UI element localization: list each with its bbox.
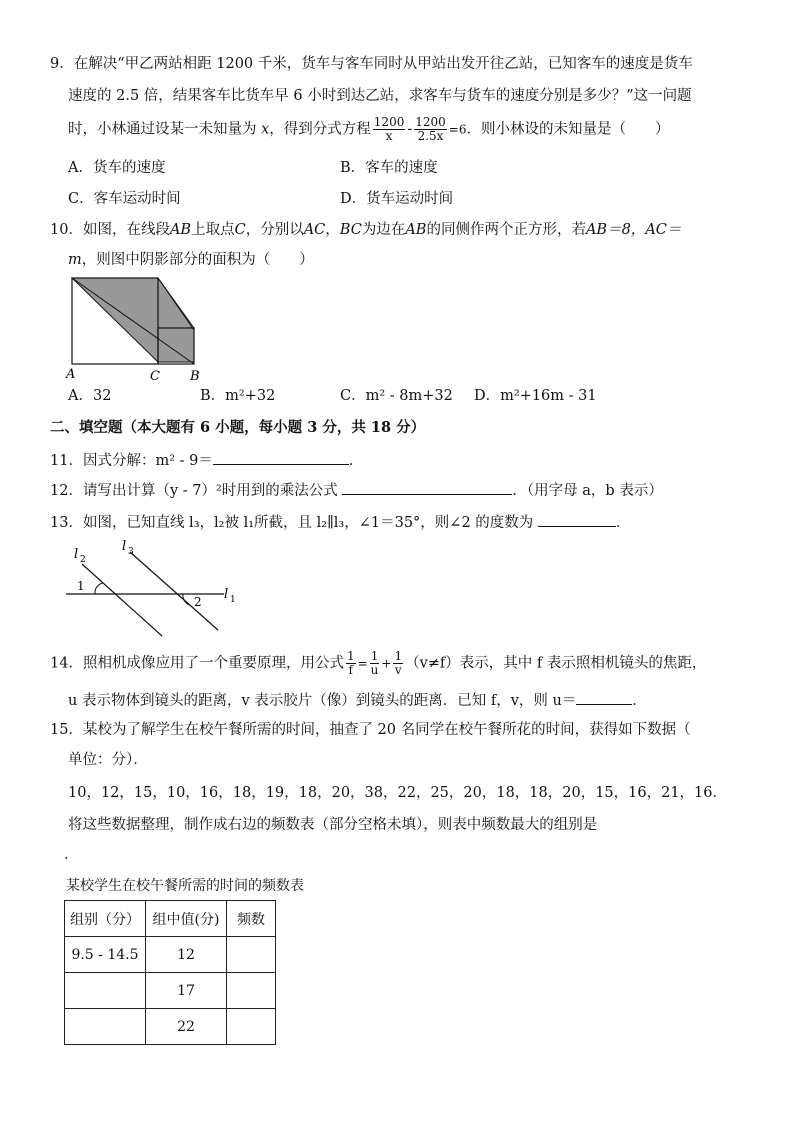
q10-ab-2: AB [405, 222, 427, 238]
q15-data: 10，12，15，10，16，18，19，18，20，38，22，25，20，18，18，20，15，16，21，16． [68, 785, 728, 801]
q12-line [50, 480, 663, 501]
section-2-heading: 二、填空题（本大题有 6 小题，每小题 3 分，共 18 分） [50, 419, 426, 436]
q10-bc: BC [339, 222, 362, 238]
q13-angle-1-arc [95, 583, 103, 594]
q10-option-d: D．m²+16m - 31 [474, 388, 597, 404]
q9-option-d: D．货车运动时间 [340, 191, 454, 207]
q11-number: 11． [50, 453, 83, 469]
q14-frac-f-num: 1 [346, 649, 355, 663]
q9-number: 9． [50, 56, 74, 72]
q10-line1 [50, 220, 681, 240]
q10-line2 [68, 250, 314, 270]
table-header-row [65, 901, 276, 937]
q10-option-a: A．32 [68, 388, 112, 404]
q9-option-c: C．客车运动时间 [68, 191, 181, 207]
q9-frac2-num: 1200 [415, 115, 446, 129]
q14-frac-u-num: 1 [370, 649, 379, 663]
q14-fraction-u [370, 650, 380, 677]
q10-option-b: B．m²+32 [200, 388, 276, 404]
table-header-cell: 频数 [227, 901, 276, 937]
q12-number: 12． [50, 483, 83, 499]
q9-var-x: x [261, 121, 270, 138]
q13-label-angle-1: 1 [77, 579, 85, 593]
q9-fraction-1 [373, 116, 406, 143]
q13-label-l1-sub: 1 [230, 595, 236, 605]
q10-figure [66, 276, 206, 386]
q12-answer-blank[interactable] [342, 480, 512, 495]
q9-text-3a: 时，小林通过设某一未知量为 [68, 121, 257, 138]
table-row [65, 1009, 276, 1045]
q10-text-1a: 如图，在线段 [82, 222, 170, 238]
q15-text-1: 某校为了解学生在校午餐所需的时间，抽查了 20 名同学在校午餐所花的时间，获得如下数据（ [82, 722, 691, 738]
table-cell-empty[interactable] [65, 1009, 146, 1045]
q13-label-angle-2: 2 [194, 595, 202, 609]
q10-c: C [234, 222, 246, 238]
table-cell-empty[interactable] [65, 973, 146, 1009]
q14-plus: + [381, 656, 392, 671]
q9-option-a: A．货车的速度 [68, 160, 166, 176]
q13-answer-blank[interactable] [538, 512, 616, 527]
q15-number: 15． [50, 722, 83, 738]
q9-frac2-den: 2.5x [417, 129, 444, 143]
table-header-cell: 组别（分） [65, 901, 146, 937]
q11-line [50, 450, 363, 471]
q12-end: ．（用字母 a，b 表示） [512, 483, 663, 499]
q13-number: 13． [50, 515, 83, 531]
q15-frequency-table [64, 900, 276, 1045]
table-header-cell: 组中值(分) [146, 901, 227, 937]
q9-eq6: =6 [448, 122, 467, 137]
q11-end: ． [348, 453, 364, 469]
table-cell: 12 [146, 937, 227, 973]
q15-table-title: 某校学生在校午餐所需的时间的频数表 [66, 878, 304, 894]
q10-text-1d: 为边在 [361, 222, 406, 238]
q15-line2: 单位：分）． [68, 752, 148, 768]
q11-text: 因式分解：m² - 9＝ [82, 453, 213, 469]
table-cell-empty[interactable] [227, 1009, 276, 1045]
q9-line1 [50, 54, 693, 74]
q13-line [50, 512, 630, 533]
q13-figure [62, 538, 242, 638]
q9-frac1-den: x [385, 129, 393, 143]
q13-label-l3-sub: 3 [128, 547, 134, 557]
q14-fraction-f [346, 650, 356, 677]
q10-text-1e: 的同侧作两个正方形，若 [426, 222, 586, 238]
q9-minus: - [407, 121, 413, 138]
q10-text-1c: ，分别以 [245, 222, 304, 238]
q9-text-1: 在解决“甲乙两站相距 1200 千米，货车与客车同时从甲站出发开往乙站，已知客车的速度是货车 [73, 56, 693, 72]
q13-label-l1: l [224, 587, 229, 602]
table-cell: 9.5 - 14.5 [65, 937, 146, 973]
table-cell-empty[interactable] [227, 937, 276, 973]
q14-frac-f-den: f [348, 663, 353, 677]
q10-m: m [68, 252, 82, 268]
table-cell: 22 [146, 1009, 227, 1045]
q14-frac-v-den: v [394, 663, 402, 677]
q10-label-b: B [190, 369, 200, 384]
q9-text-3b: ，得到分式方程 [269, 121, 371, 138]
q13-label-l2: l [74, 547, 79, 562]
q14-text-1a: 照相机成像应用了一个重要原理，用公式 [82, 655, 344, 672]
q10-ac: AC [303, 222, 326, 238]
q10-text-2: ，则图中阴影部分的面积为（ ） [81, 252, 314, 268]
q14-answer-blank[interactable] [576, 690, 632, 705]
q10-number: 10． [50, 222, 83, 238]
q13-end: ． [615, 515, 631, 531]
q13-angle-2-arc [183, 594, 190, 605]
q13-text: 如图，已知直线 l₃，l₂被 l₁所截，且 l₂∥l₃，∠1＝35°，则∠2 的度数为 [82, 515, 534, 531]
q10-ab-eq: AB＝8， [585, 222, 646, 238]
q9-frac1-num: 1200 [373, 115, 405, 129]
q9-line3 [68, 116, 670, 143]
q9-fraction-2 [414, 116, 447, 143]
q14-equals: = [357, 656, 368, 671]
q10-text-1b: 上取点 [191, 222, 235, 238]
q9-text-3c: ．则小林设的未知量是（ ） [466, 121, 670, 138]
q13-label-l3: l [122, 539, 127, 554]
table-row [65, 937, 276, 973]
table-cell: 17 [146, 973, 227, 1009]
q10-option-c: C．m² - 8m+32 [340, 388, 453, 404]
q9-option-b: B．客车的速度 [340, 160, 438, 176]
q14-text-2: u 表示物体到镜头的距离，v 表示胶片（像）到镜头的距离．已知 f，v，则 u＝ [68, 693, 577, 709]
q10-ab: AB [169, 222, 192, 238]
q13-label-l2-sub: 2 [80, 555, 86, 565]
q11-answer-blank[interactable] [213, 450, 349, 465]
q15-line5: ． [64, 847, 79, 863]
q14-end: ． [632, 693, 647, 709]
table-row [65, 973, 276, 1009]
q10-label-a: A [66, 367, 76, 382]
q14-line2 [68, 690, 647, 711]
q14-frac-v-num: 1 [394, 649, 403, 663]
q13-line-l2 [82, 564, 162, 636]
q14-number: 14． [50, 655, 83, 672]
q9-text-2: 速度的 2.5 倍，结果客车比货车早 6 小时到达乙站，求客车与货车的速度分别是多少？”这一问题 [68, 88, 692, 104]
q10-label-c: C [150, 369, 160, 384]
q14-frac-u-den: u [370, 663, 379, 677]
q15-line1 [50, 720, 691, 740]
q14-text-1b: （v≠f）表示，其中 f 表示照相机镜头的焦距， [405, 655, 707, 672]
table-cell-empty[interactable] [227, 973, 276, 1009]
q10-ac-eq: AC＝ [645, 222, 682, 238]
q10-comma: ， [325, 222, 340, 238]
q14-fraction-v [393, 650, 403, 677]
q9-line2 [68, 86, 692, 106]
q14-line1 [50, 650, 706, 677]
q12-text: 请写出计算（y - 7）²时用到的乘法公式 [82, 483, 338, 499]
q15-line4: 将这些数据整理，制作成右边的频数表（部分空格未填），则表中频数最大的组别是 [68, 817, 598, 833]
